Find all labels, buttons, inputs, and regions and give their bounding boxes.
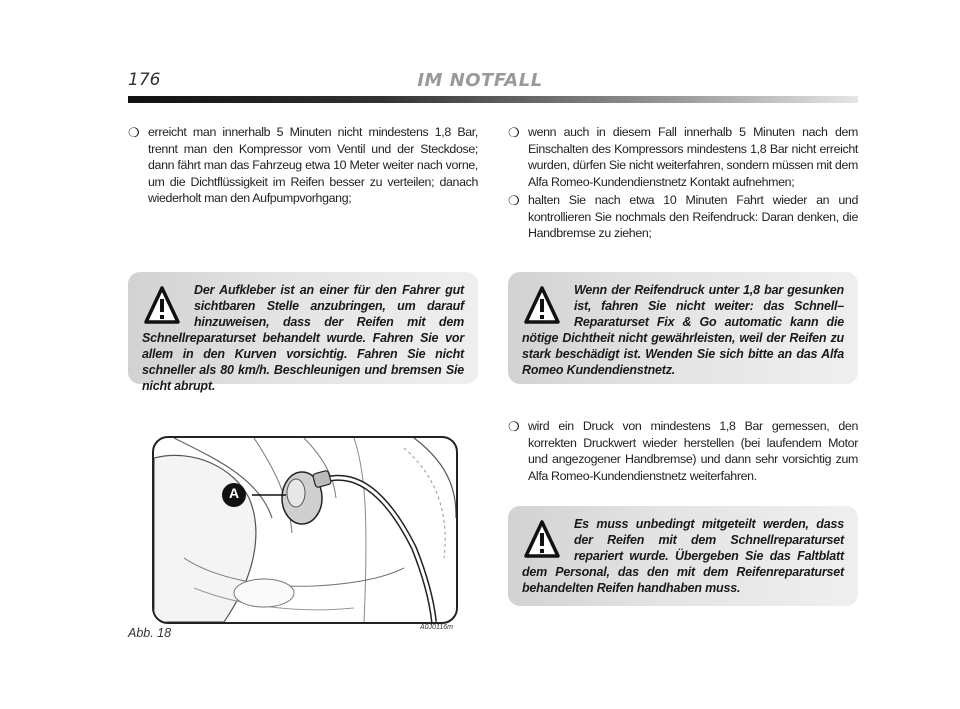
header-rule [128,96,858,103]
bullet-item [128,124,478,207]
bullet-text: erreicht man innerhalb 5 Minuten nicht mindestens 1,8 Bar, trennt man den Kompressor vom Ventil und der Steckdose; dann fährt man das Fahrzeug etwa 10 Meter weiter nach vorne, um die Dichtflüssigkeit im Reifen besser zu verteilen; danach wiederholt man den Aufpumpvorhgang; [148,125,478,205]
compressor-valve-illustration [154,438,456,622]
right-column [508,124,858,242]
bullet-mark: ❍ [508,193,520,208]
warning-text: Der Aufkleber ist an einer für den Fahrer gut sichtbaren Stelle anzubringen, um darauf hinzuweisen, dass der Reifen mit dem Schnellreparaturset behandelt wurde. Fahren Sie vor allem in den Kurven vorsichtig. Fahren Sie nicht schneller als 80 km/h. Beschleunigen und bremsen Sie nicht abrupt. [142,283,464,393]
bullet-text: wenn auch in diesem Fall innerhalb 5 Minuten nach dem Einschalten des Kompressors mindestens 1,8 Bar nicht erreicht wurden, dürfen Sie nicht weiterfahren, sondern müssen mit dem Alfa Romeo-Kundendienstnetz Kontakt aufnehmen; [528,125,858,189]
bullet-mark: ❍ [508,419,520,434]
left-column [128,124,478,207]
bullet-item [508,418,858,484]
warning-text: Es muss unbedingt mitgeteilt werden, dass der Reifen mit dem Schnellreparaturset repariert wurde. Übergeben Sie das Faltblatt dem Personal, das den mit dem Reifenreparaturset behandelten Reifen handhaben muss. [522,517,844,595]
bullet-mark: ❍ [128,125,140,140]
warning-text: Wenn der Reifendruck unter 1,8 bar gesunken ist, fahren Sie nicht weiter: das Schnell– Reparaturset Fix & Go automatic kann die nötige Dichtheit nicht gewährleisten, weil der Reifen zu stark beschädigt ist. Wenden Sie sich bitte an das Alfa Romeo Kundendienstnetz. [522,283,844,377]
warning-box-right-1 [508,272,858,384]
callout-label-a: A [228,485,240,501]
warning-triangle-icon [144,286,180,326]
chapter-title: IM NOTFALL [417,70,543,91]
warning-triangle-icon [524,286,560,326]
bullet-item [508,124,858,190]
figure-code: A0J0116m [420,624,453,631]
figure-compressor-valve [152,436,458,624]
bullet-text: halten Sie nach etwa 10 Minuten Fahrt wieder an und kontrollieren Sie nochmals den Reifendruck: Daran denken, die Handbremse zu ziehen; [528,193,858,240]
page-number: 176 [128,70,161,90]
bullet-mark: ❍ [508,125,520,140]
bullet-text: wird ein Druck von mindestens 1,8 Bar gemessen, den korrekten Druckwert wieder herstellen (bei laufendem Motor und angezogener Handbremse) und dann sehr vorsichtig zum Alfa Romeo-Kundendienstnetz weiterfahren. [528,419,858,483]
figure-caption: Abb. 18 [128,626,172,640]
warning-box-right-2 [508,506,858,606]
warning-box-left [128,272,478,393]
warning-triangle-icon [524,520,560,560]
bullet-item [508,192,858,242]
